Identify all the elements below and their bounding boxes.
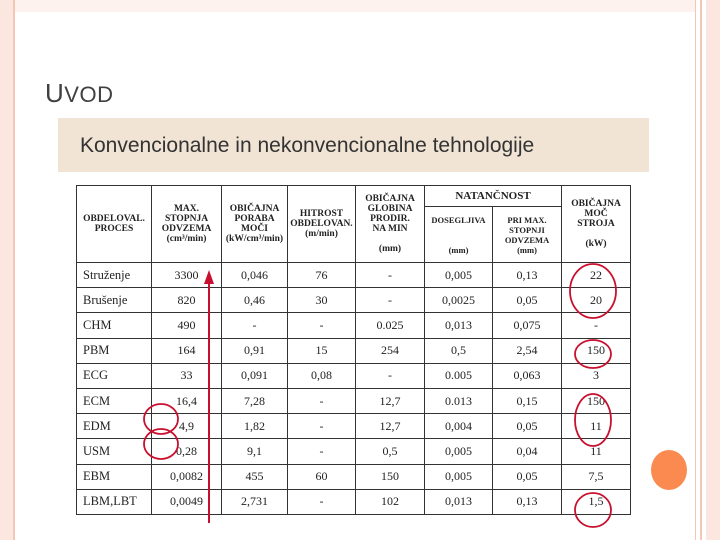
value-cell: 4,9 (152, 414, 222, 439)
process-name-cell: ECM (77, 388, 152, 413)
value-cell: 11 (562, 439, 631, 464)
header-power-consumption: OBIČAJNA PORABA MOČI (kW/cm³/min) (222, 186, 288, 263)
value-cell: 0,005 (425, 439, 493, 464)
table-row (77, 439, 631, 464)
table-row (77, 313, 631, 338)
table-row (77, 338, 631, 363)
value-cell: 12,7 (356, 388, 425, 413)
header-max-removal: MAX. STOPNJA ODVZEMA (cm³/min) (152, 186, 222, 263)
value-cell: 30 (288, 288, 356, 313)
value-cell: 12,7 (356, 414, 425, 439)
value-cell: 820 (152, 288, 222, 313)
value-cell: 455 (222, 464, 288, 489)
value-cell: 0,05 (493, 464, 562, 489)
value-cell: - (356, 363, 425, 388)
value-cell: 11 (562, 414, 631, 439)
value-cell: 0,91 (222, 338, 288, 363)
value-cell: 2,54 (493, 338, 562, 363)
value-cell: - (288, 388, 356, 413)
value-cell: 164 (152, 338, 222, 363)
value-cell: 150 (562, 388, 631, 413)
value-cell: 22 (562, 263, 631, 288)
table-row (77, 288, 631, 313)
process-name-cell: LBM,LBT (77, 489, 152, 514)
header-process: OBDELOVAL. PROCES (77, 186, 152, 263)
value-cell: 0,013 (425, 313, 493, 338)
value-cell: 15 (288, 338, 356, 363)
header-at-max: PRI MAX. STOPNJI ODVZEMA (mm) (493, 207, 562, 263)
value-cell: 0,013 (425, 489, 493, 514)
value-cell: 0,08 (288, 363, 356, 388)
frame-left-band (0, 0, 13, 540)
value-cell: 0,28 (152, 439, 222, 464)
value-cell: 102 (356, 489, 425, 514)
header-depth: OBIČAJNA GLOBINA PRODIR. NA MIN (mm) (356, 186, 425, 263)
value-cell: 0,091 (222, 363, 288, 388)
value-cell: - (288, 414, 356, 439)
value-cell: 16,4 (152, 388, 222, 413)
header-achievable: DOSEGLJIVA (mm) (425, 207, 493, 263)
frame-right-band (706, 0, 720, 540)
value-cell: 0,046 (222, 263, 288, 288)
value-cell: 0,05 (493, 288, 562, 313)
value-cell: 0,13 (493, 489, 562, 514)
value-cell: 254 (356, 338, 425, 363)
table-row (77, 263, 631, 288)
value-cell: 1,82 (222, 414, 288, 439)
frame-right-line-inner (695, 0, 696, 540)
value-cell: 0,0082 (152, 464, 222, 489)
table-row (77, 388, 631, 413)
value-cell: 2,731 (222, 489, 288, 514)
header-speed: HITROST OBDELOVAN. (m/min) (288, 186, 356, 263)
frame-top-band (15, 0, 696, 12)
process-name-cell: PBM (77, 338, 152, 363)
slide-title (45, 78, 113, 109)
value-cell: - (356, 263, 425, 288)
value-cell: 0.013 (425, 388, 493, 413)
value-cell: 150 (356, 464, 425, 489)
process-name-cell: Struženje (77, 263, 152, 288)
value-cell: 0,15 (493, 388, 562, 413)
value-cell: 33 (152, 363, 222, 388)
value-cell: 0.025 (356, 313, 425, 338)
value-cell: - (288, 439, 356, 464)
value-cell: 0,13 (493, 263, 562, 288)
value-cell: 0,063 (493, 363, 562, 388)
value-cell: 0,04 (493, 439, 562, 464)
frame-right-line (700, 0, 702, 540)
table-row (77, 363, 631, 388)
value-cell: 0,075 (493, 313, 562, 338)
banner-title: Konvencionalne in nekonvencionalne tehnologije (80, 134, 535, 157)
value-cell: 60 (288, 464, 356, 489)
value-cell: 490 (152, 313, 222, 338)
value-cell: 7,5 (562, 464, 631, 489)
table-row (77, 414, 631, 439)
value-cell: 0,5 (356, 439, 425, 464)
value-cell: - (356, 288, 425, 313)
value-cell: - (288, 313, 356, 338)
process-name-cell: EDM (77, 414, 152, 439)
value-cell: 0.005 (425, 363, 493, 388)
value-cell: 7,28 (222, 388, 288, 413)
table-row (77, 489, 631, 514)
accent-dot (651, 450, 687, 490)
value-cell: 0,05 (493, 414, 562, 439)
value-cell: - (222, 313, 288, 338)
value-cell: 150 (562, 338, 631, 363)
process-name-cell: ECG (77, 363, 152, 388)
value-cell: 0,004 (425, 414, 493, 439)
slide-title-initial: U (45, 78, 65, 108)
value-cell: 0,46 (222, 288, 288, 313)
process-name-cell: Brušenje (77, 288, 152, 313)
value-cell: 76 (288, 263, 356, 288)
value-cell: 0,005 (425, 464, 493, 489)
banner (58, 118, 649, 172)
table-image (58, 118, 649, 528)
value-cell: 0,5 (425, 338, 493, 363)
value-cell: 9,1 (222, 439, 288, 464)
value-cell: - (288, 489, 356, 514)
value-cell: 0,005 (425, 263, 493, 288)
comparison-table (76, 185, 631, 515)
header-machine-power: OBIČAJNA MOČ STROJA (kW) (562, 186, 631, 263)
value-cell: 3300 (152, 263, 222, 288)
value-cell: 3 (562, 363, 631, 388)
value-cell: 1,5 (562, 489, 631, 514)
value-cell: 0,0025 (425, 288, 493, 313)
header-accuracy: NATANČNOST (425, 186, 562, 207)
comparison-table-wrap (76, 185, 630, 515)
process-name-cell: EBM (77, 464, 152, 489)
header-row (77, 186, 631, 207)
table-row (77, 464, 631, 489)
value-cell: 20 (562, 288, 631, 313)
process-name-cell: CHM (77, 313, 152, 338)
value-cell: 0,0049 (152, 489, 222, 514)
value-cell: - (562, 313, 631, 338)
frame-left-line (13, 0, 15, 540)
process-name-cell: USM (77, 439, 152, 464)
slide-title-rest: VOD (64, 82, 114, 107)
table-body (77, 263, 631, 515)
